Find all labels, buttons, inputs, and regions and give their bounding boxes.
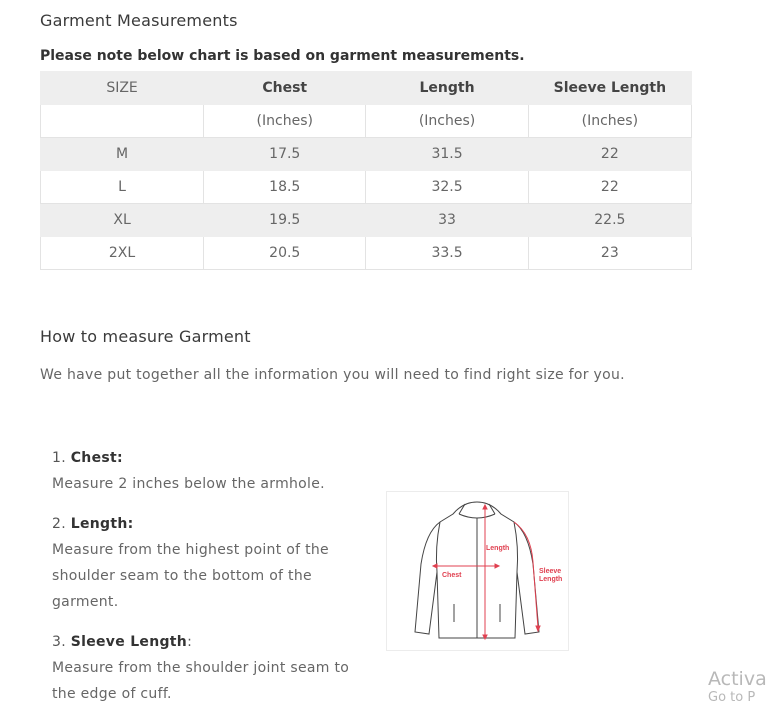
diagram-label-sleeve: Sleeve	[539, 568, 562, 575]
step-description: Measure 2 inches below the armhole.	[52, 476, 325, 492]
table-cell: 31.5	[366, 138, 528, 171]
table-row	[41, 237, 692, 270]
table-cell: 33.5	[366, 237, 528, 270]
table-row	[41, 171, 692, 204]
diagram-label-sleeve-length: Length	[539, 576, 563, 583]
table-units-row	[41, 105, 692, 138]
table-cell: XL	[41, 204, 204, 237]
table-cell: 19.5	[204, 204, 366, 237]
jacket-measurement-diagram	[386, 491, 569, 651]
step-length	[52, 514, 362, 615]
header-length: Length	[366, 72, 528, 105]
table-cell: 32.5	[366, 171, 528, 204]
unit-length: (Inches)	[366, 105, 528, 138]
table-row	[41, 138, 692, 171]
unit-sleeve-length: (Inches)	[528, 105, 691, 138]
table-cell: 22	[528, 171, 691, 204]
step-description: Measure from the shoulder joint seam to the edge of cuff.	[52, 660, 350, 702]
table-cell: 20.5	[204, 237, 366, 270]
table-cell: 22.5	[528, 204, 691, 237]
unit-chest: (Inches)	[204, 105, 366, 138]
header-chest: Chest	[204, 72, 366, 105]
table-cell: 33	[366, 204, 528, 237]
jacket-diagram-svg	[387, 492, 568, 650]
table-cell: M	[41, 138, 204, 171]
header-sleeve-length: Sleeve Length	[528, 72, 691, 105]
step-number: 3.	[52, 634, 66, 650]
table-row	[41, 204, 692, 237]
header-size: SIZE	[41, 72, 204, 105]
page-title: Garment Measurements	[40, 11, 238, 30]
diagram-label-length: Length	[486, 545, 510, 552]
how-to-measure-heading: How to measure Garment	[40, 327, 251, 346]
step-name: Length:	[70, 516, 134, 532]
table-cell: 18.5	[204, 171, 366, 204]
size-chart-table	[40, 71, 692, 270]
table-header-row	[41, 72, 692, 105]
step-sleeve-length	[52, 632, 362, 707]
step-name: Chest:	[70, 450, 123, 466]
watermark-line-1: Activa	[708, 668, 767, 690]
step-number: 2.	[52, 516, 66, 532]
activation-watermark	[708, 668, 767, 706]
table-cell: 23	[528, 237, 691, 270]
table-cell: 22	[528, 138, 691, 171]
step-number: 1.	[52, 450, 66, 466]
watermark-line-2: Go to P	[708, 690, 756, 705]
step-chest	[52, 448, 325, 497]
table-cell: L	[41, 171, 204, 204]
step-name: Sleeve Length	[70, 634, 188, 650]
step-description: Measure from the highest point of the shoulder seam to the bottom of the garment.	[52, 542, 329, 610]
unit-size	[41, 105, 204, 138]
diagram-label-chest: Chest	[442, 572, 462, 579]
chart-note: Please note below chart is based on garment measurements.	[40, 48, 525, 64]
step-name-suffix: :	[187, 634, 193, 650]
table-cell: 2XL	[41, 237, 204, 270]
how-to-intro: We have put together all the information you will need to find right size for you.	[40, 367, 625, 383]
jacket-collar	[459, 504, 495, 518]
jacket-sleeve-seam-right	[514, 522, 518, 572]
table-cell: 17.5	[204, 138, 366, 171]
